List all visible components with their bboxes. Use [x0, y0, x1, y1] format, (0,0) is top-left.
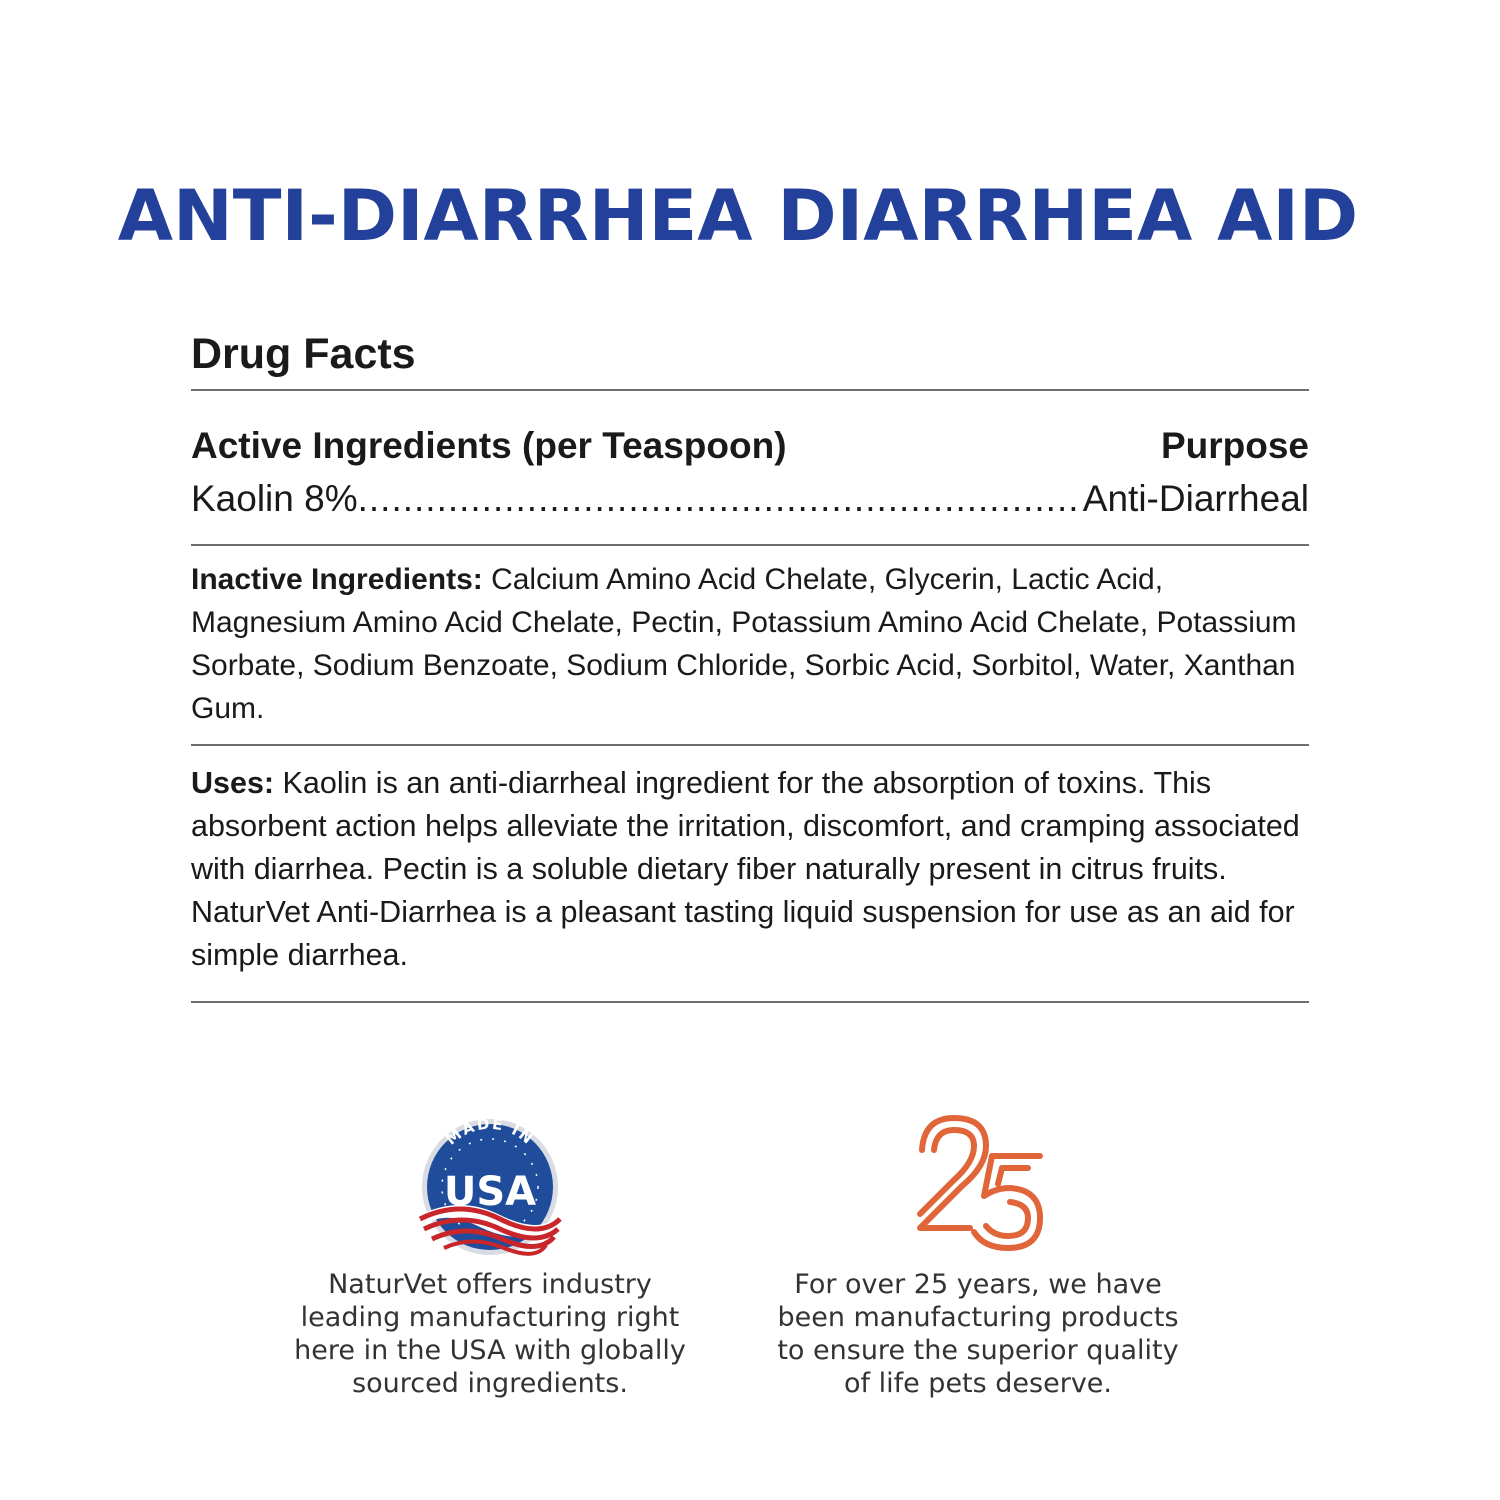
uses-text: Kaolin is an anti-diarrheal ingredient for the absorption of toxins. This absorbent action helps alleviate the irritation, discomfort, and cramping associated with diarrhea. Pectin is a soluble dietary fiber naturally present in citrus fruits. NaturVet Anti-Diarrhea is a pleasant tasting liquid suspension for use as an aid for simple diarrhea.	[191, 766, 1300, 972]
divider	[191, 389, 1309, 391]
uses-label: Uses:	[191, 766, 275, 800]
active-ingredient-row	[191, 478, 1309, 520]
twenty-five-years-icon	[912, 1110, 1047, 1255]
years-caption: For over 25 years, we have been manufacturing products to ensure the superior quality of life pets deserve.	[777, 1269, 1179, 1399]
divider	[191, 744, 1309, 746]
badge-usa: USA	[443, 1169, 537, 1215]
badge-made-in: MADE IN	[442, 1115, 538, 1149]
drug-facts-heading: Drug Facts	[191, 330, 416, 378]
uses-section	[191, 762, 1309, 977]
divider	[191, 544, 1309, 546]
purpose-heading: Purpose	[1160, 425, 1309, 466]
made-in-usa-badge-icon	[410, 1115, 570, 1260]
dot-leader	[358, 478, 1083, 520]
inactive-ingredients-label: Inactive Ingredients:	[191, 563, 483, 596]
usa-caption: NaturVet offers industry leading manufacturing right here in the USA with globally sourced ingredients.	[294, 1269, 686, 1399]
active-ingredients-heading: Active Ingredients (per Teaspoon)	[191, 425, 787, 466]
inactive-ingredients-text: Calcium Amino Acid Chelate, Glycerin, Lactic Acid, Magnesium Amino Acid Chelate, Pectin, Potassium Amino Acid Chelate, Potassium Sorbate, Sodium Benzoate, Sodium Chloride, Sorbic Acid, Sorbitol, Water, Xanthan Gum.	[191, 563, 1297, 725]
divider	[191, 1001, 1309, 1003]
active-ingredient-name: Kaolin 8%	[191, 478, 358, 519]
inactive-ingredients	[191, 558, 1309, 730]
active-ingredients-header	[191, 425, 1309, 467]
active-ingredient-purpose: Anti-Diarrheal	[1082, 478, 1309, 519]
page-title: ANTI-DIARRHEA DIARRHEA AID	[117, 175, 1359, 257]
